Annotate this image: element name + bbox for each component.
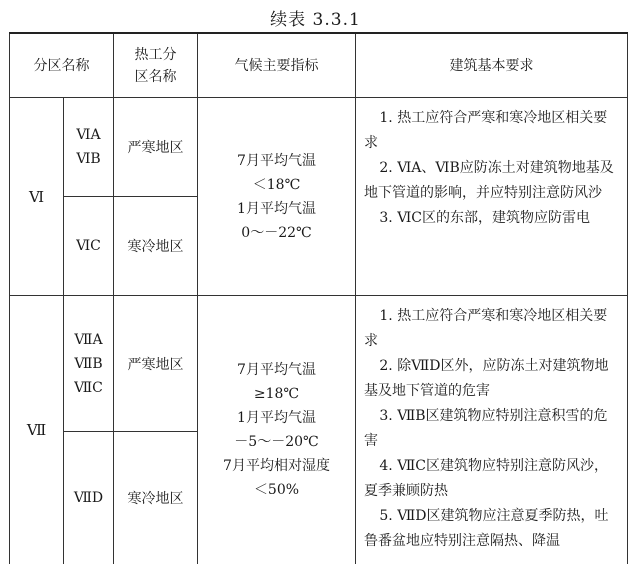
- thermal-zone-name: 严寒地区: [114, 98, 198, 197]
- climate-indicators: 7月平均气温 ≥18℃ 1月平均气温 －5～－20℃ 7月平均相对湿度 ＜50%: [198, 296, 356, 564]
- table-title: 续表 3.3.1: [0, 5, 631, 30]
- table-row: [10, 98, 628, 197]
- thermal-zone-name: 严寒地区: [114, 296, 198, 432]
- header-zone-name: 分区名称: [10, 33, 114, 98]
- zoning-table: [9, 32, 628, 564]
- building-requirements: 1. 热工应符合严寒和寒冷地区相关要求 2. ⅥA、ⅥB应防冻土对建筑物地基及地下管道的影响，并应特别注意防风沙 3. ⅥC区的东部，建筑物应防雷电: [356, 98, 628, 296]
- zone-label: Ⅵ: [10, 98, 64, 296]
- header-climate: 气候主要指标: [198, 33, 356, 98]
- table-row: [10, 296, 628, 432]
- climate-indicators: 7月平均气温 ＜18℃ 1月平均气温 0～－22℃: [198, 98, 356, 296]
- header-thermal-zone: 热工分区名称: [114, 33, 198, 98]
- subzone-label: ⅦD: [64, 432, 114, 564]
- building-requirements: 1. 热工应符合严寒和寒冷地区相关要求 2. 除ⅦD区外，应防冻土对建筑物地基及地下管道的危害 3. ⅦB区建筑物应特别注意积雪的危害 4. ⅦC区建筑物应特别注意防风沙，夏季兼顾防热 5. ⅦD区建筑物应注意夏季防热，吐鲁番盆地应特别注意隔热、降温: [356, 296, 628, 564]
- header-row: [10, 33, 628, 98]
- subzone-label: ⅥA ⅥB: [64, 98, 114, 197]
- subzone-label: ⅦA ⅦB ⅦC: [64, 296, 114, 432]
- zone-label: Ⅶ: [10, 296, 64, 564]
- header-requirements: 建筑基本要求: [356, 33, 628, 98]
- thermal-zone-name: 寒冷地区: [114, 197, 198, 296]
- thermal-zone-name: 寒冷地区: [114, 432, 198, 564]
- subzone-label: ⅥC: [64, 197, 114, 296]
